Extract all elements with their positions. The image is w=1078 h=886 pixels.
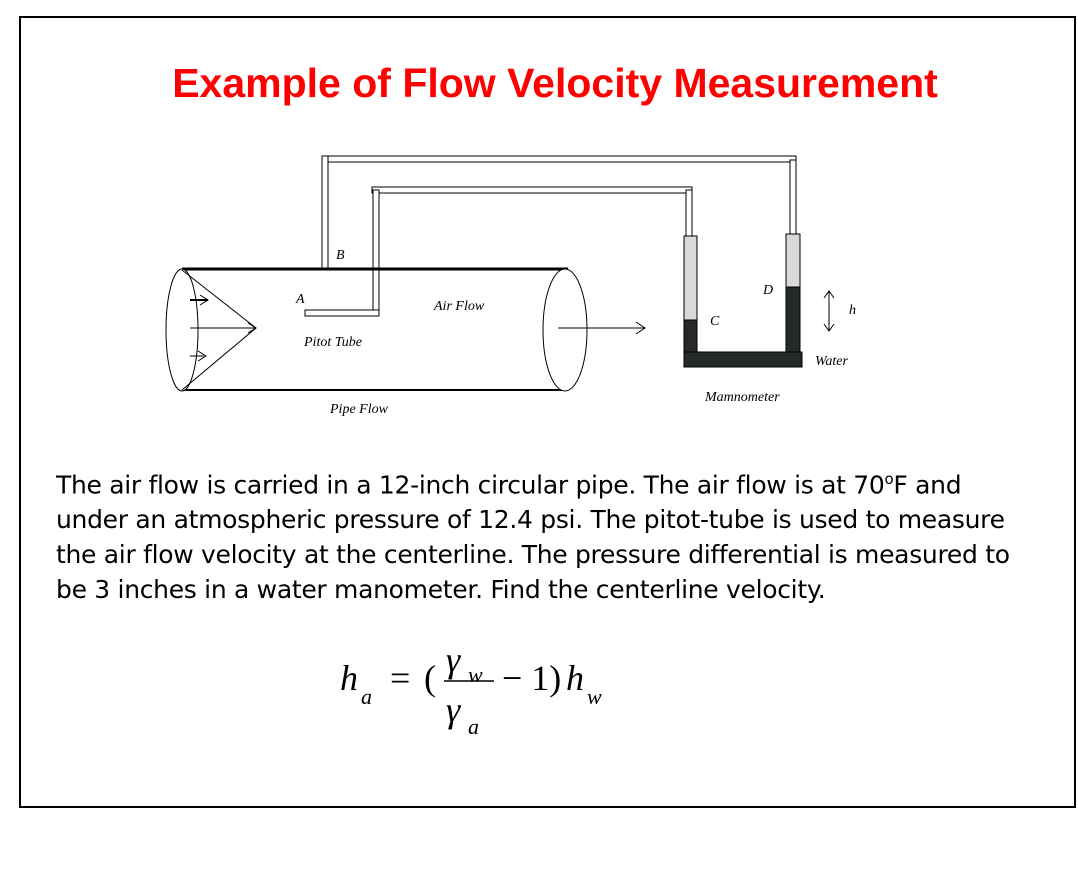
problem-statement (56, 462, 1036, 607)
eq-den-sub: a (468, 714, 479, 739)
label-b: B (336, 248, 345, 263)
eq-open: ( (424, 658, 436, 698)
eq-rhs: h (566, 658, 584, 698)
label-a: A (296, 292, 305, 307)
pitot-tube (305, 187, 692, 316)
eq-rhs-sub: w (587, 684, 602, 709)
label-d: D (763, 283, 774, 298)
static-tube (322, 156, 796, 270)
label-manometer: Mamnometer (705, 390, 780, 405)
label-water: Water (815, 354, 848, 369)
manometer (684, 234, 834, 367)
eq-lhs-sub: a (361, 684, 372, 709)
eq-lhs: h (340, 658, 358, 698)
eq-num-sub: w (468, 662, 483, 687)
label-pipe-flow: Pipe Flow (330, 402, 388, 417)
label-air-flow: Air Flow (434, 299, 485, 314)
problem-text-1: The air flow is carried in a 12-inch circular pipe. The air flow is at 70 (56, 470, 885, 500)
eq-num: γ (446, 640, 461, 680)
label-c: C (710, 314, 720, 329)
problem-text-2: F and under an atmospheric pressure of 12.4 psi. The pitot-tube is used to measure the air flow velocity at the centerline. The pressure differential is measured to be 3 inches in a water manometer. Find the centerline velocity. (56, 470, 1010, 605)
equation (340, 640, 602, 739)
label-pitot-tube: Pitot Tube (304, 335, 362, 350)
pipe (166, 269, 645, 391)
eq-equals: = (390, 658, 411, 698)
label-h: h (849, 303, 856, 318)
slide-title: Example of Flow Velocity Measurement (172, 60, 938, 106)
eq-minus-one: − 1) (502, 658, 562, 698)
degree-symbol: o (884, 470, 894, 488)
eq-den: γ (446, 690, 461, 730)
